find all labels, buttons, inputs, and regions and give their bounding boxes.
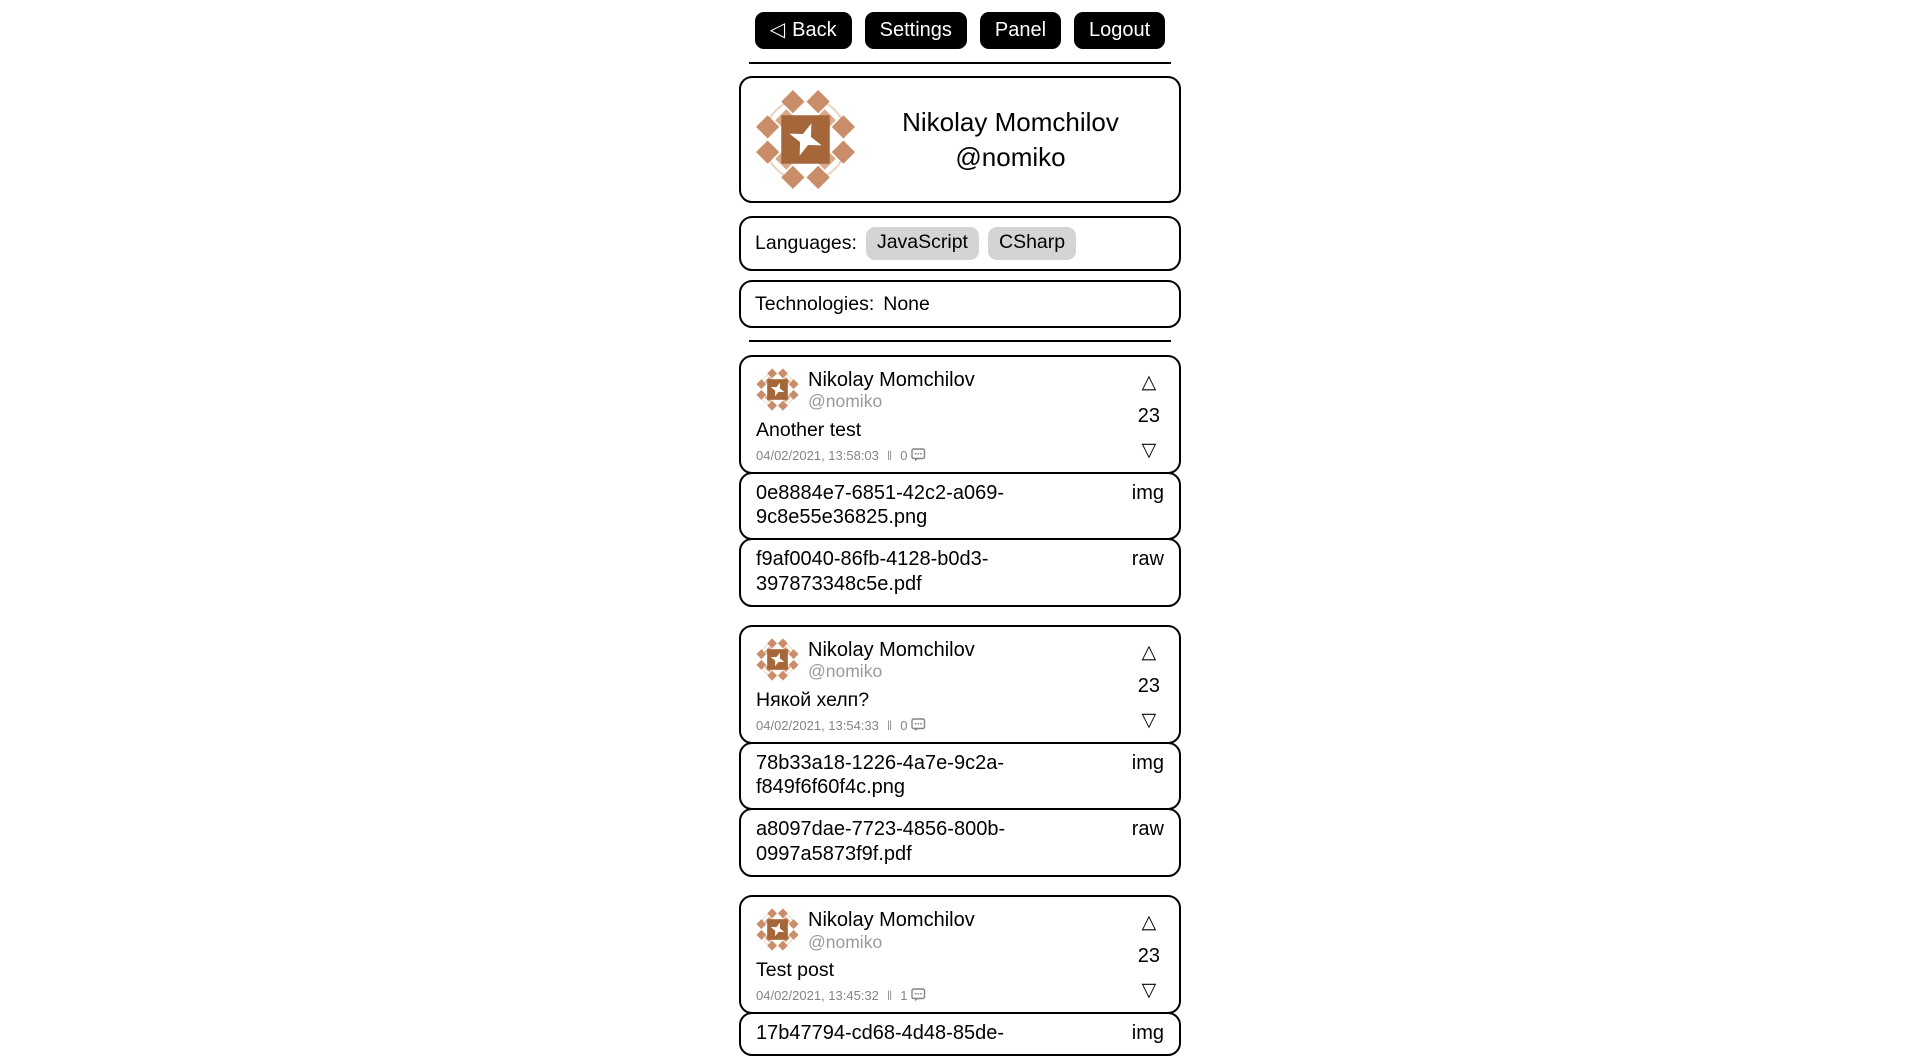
meta-divider-icon: ‖ <box>886 447 893 463</box>
back-arrow-icon: ◁ <box>769 19 786 41</box>
attachment-row[interactable] <box>739 472 1181 541</box>
vote-column <box>1136 908 1162 1003</box>
profile-names <box>856 105 1165 174</box>
post-comments <box>900 718 925 733</box>
languages-label: Languages: <box>755 232 857 254</box>
attachment-filename: 78b33a18-1226-4a7e-9c2a-f849f6f60f4c.png <box>756 751 1004 798</box>
downvote-button[interactable]: ▽ <box>1141 439 1157 461</box>
post-author-block <box>808 638 975 682</box>
back-button[interactable] <box>755 12 852 49</box>
vote-count: 23 <box>1137 675 1160 698</box>
post-title: Another test <box>756 418 862 441</box>
post-3 <box>739 895 1181 1056</box>
post-meta <box>756 448 1136 463</box>
post-main <box>756 368 1136 463</box>
settings-button-label: Settings <box>879 19 952 41</box>
post-header <box>756 368 1136 412</box>
downvote-button[interactable]: ▽ <box>1141 979 1157 1001</box>
post-author-avatar <box>756 908 799 951</box>
comment-icon <box>911 448 926 462</box>
toolbar <box>739 12 1181 49</box>
post-card[interactable] <box>739 895 1181 1014</box>
post-main <box>756 908 1136 1003</box>
post-author-username: @nomiko <box>808 661 883 682</box>
attachment-type: img <box>1131 481 1164 504</box>
post-comments <box>900 988 925 1003</box>
profile-avatar <box>755 89 856 190</box>
attachment-filename: a8097dae-7723-4856-800b-0997a5873f9f.pdf <box>756 818 1006 865</box>
panel-button[interactable] <box>980 12 1061 49</box>
logout-button[interactable] <box>1074 12 1165 49</box>
attachment-row[interactable] <box>739 1012 1181 1056</box>
post-comment-count: 0 <box>900 447 908 463</box>
attachment-type: raw <box>1131 818 1164 841</box>
post-author-name: Nikolay Momchilov <box>808 909 975 932</box>
vote-column <box>1136 638 1162 733</box>
post-timestamp: 04/02/2021, 13:45:32 <box>756 987 879 1003</box>
attachment-type: img <box>1131 1021 1164 1044</box>
post-author-block <box>808 908 975 952</box>
profile-card <box>739 76 1181 203</box>
post-comment-count: 0 <box>900 717 908 733</box>
vote-count: 23 <box>1137 405 1160 428</box>
post-author-username: @nomiko <box>808 931 883 952</box>
post-meta <box>756 988 1136 1003</box>
back-button-label: Back <box>792 19 837 41</box>
post-author-name: Nikolay Momchilov <box>808 639 975 662</box>
attachment-row[interactable] <box>739 808 1181 877</box>
attachment-filename: f9af0040-86fb-4128-b0d3-397873348c5e.pdf <box>756 548 989 595</box>
comment-icon <box>911 718 926 732</box>
post-card[interactable] <box>739 355 1181 474</box>
post-card[interactable] <box>739 625 1181 744</box>
language-tag-javascript: JavaScript <box>866 227 979 260</box>
comment-icon <box>911 988 926 1002</box>
meta-divider-icon: ‖ <box>886 987 893 1003</box>
technologies-card <box>739 280 1181 328</box>
post-author-name: Nikolay Momchilov <box>808 369 975 391</box>
technologies-label: Technologies: <box>755 292 875 315</box>
upvote-button[interactable]: △ <box>1141 372 1157 393</box>
post-1 <box>739 355 1181 607</box>
post-author-avatar <box>756 368 799 411</box>
upvote-button[interactable]: △ <box>1141 642 1157 664</box>
post-author-username: @nomiko <box>808 391 883 412</box>
toolbar-divider <box>749 62 1171 64</box>
post-author-avatar <box>756 638 799 681</box>
posts-divider <box>749 340 1171 342</box>
post-comments <box>900 448 925 463</box>
post-title: Test post <box>756 958 835 981</box>
attachment-type: img <box>1131 751 1164 774</box>
profile-username: @nomiko <box>955 141 1066 172</box>
profile-name: Nikolay Momchilov <box>902 107 1119 138</box>
post-author-block <box>808 368 975 412</box>
upvote-button[interactable]: △ <box>1141 912 1157 934</box>
attachment-filename: 0e8884e7-6851-42c2-a069-9c8e55e36825.png <box>756 481 1004 528</box>
post-timestamp: 04/02/2021, 13:58:03 <box>756 447 879 463</box>
technologies-value: None <box>883 292 930 315</box>
post-comment-count: 1 <box>900 987 908 1003</box>
vote-column <box>1136 368 1162 463</box>
post-header <box>756 638 1136 682</box>
attachment-row[interactable] <box>739 742 1181 811</box>
post-main <box>756 638 1136 733</box>
attachment-filename: 17b47794-cd68-4d48-85de- <box>756 1021 1004 1044</box>
meta-divider-icon: ‖ <box>886 717 893 733</box>
post-timestamp: 04/02/2021, 13:54:33 <box>756 717 879 733</box>
settings-button[interactable] <box>865 12 967 49</box>
vote-count: 23 <box>1137 945 1160 968</box>
language-tag-csharp: CSharp <box>988 227 1076 260</box>
post-meta <box>756 718 1136 733</box>
attachment-type: raw <box>1131 548 1164 571</box>
panel-button-label: Panel <box>994 19 1047 41</box>
languages-card <box>739 216 1181 271</box>
post-title: Някой хелп? <box>756 688 870 711</box>
attachment-row[interactable] <box>739 538 1181 607</box>
logout-button-label: Logout <box>1089 19 1151 41</box>
profile-page <box>739 0 1181 1056</box>
post-header <box>756 908 1136 952</box>
post-2 <box>739 625 1181 877</box>
downvote-button[interactable]: ▽ <box>1141 709 1157 731</box>
